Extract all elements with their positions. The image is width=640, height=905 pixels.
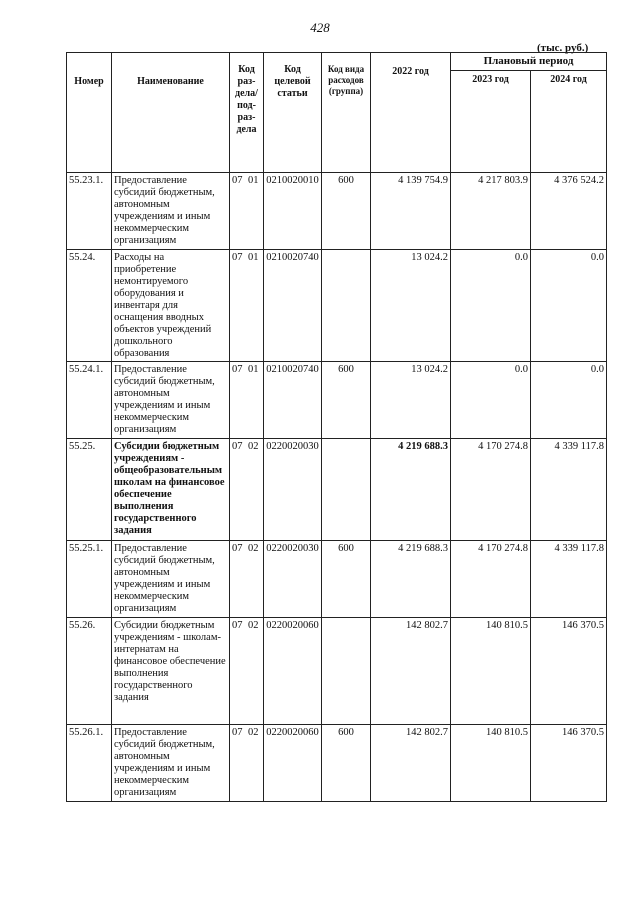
amount-2022: 142 802.7 [371, 618, 451, 725]
table-row [67, 250, 607, 362]
amount-2024: 146 370.5 [531, 725, 607, 802]
row-name: Субсидии бюджетным учреждениям - общеобразовательным школам на финансовое обеспечение выполнения государственного задания [112, 439, 230, 541]
header-target-code: Код целевой статьи [264, 53, 322, 173]
section-code: 07 02 [230, 541, 264, 618]
section-code: 07 01 [230, 362, 264, 439]
amount-2024: 0.0 [531, 362, 607, 439]
amount-2022: 4 139 754.9 [371, 173, 451, 250]
amount-2023: 4 170 274.8 [451, 541, 531, 618]
amount-2023: 4 170 274.8 [451, 439, 531, 541]
table-row [67, 541, 607, 618]
page-number: 428 [310, 20, 330, 35]
units-label: (тыс. руб.) [537, 42, 589, 54]
amount-2023: 0.0 [451, 250, 531, 362]
expense-type-code [322, 618, 371, 725]
header-2023: 2023 год [451, 71, 531, 173]
row-number: 55.26. [67, 618, 112, 725]
row-name: Субсидии бюджетным учреждениям - школам-интернатам на финансовое обеспечение выполнения государственного задания [112, 618, 230, 725]
header-2024: 2024 год [531, 71, 607, 173]
expense-type-code: 600 [322, 362, 371, 439]
target-code: 0210020740 [264, 250, 322, 362]
target-code: 0220020060 [264, 725, 322, 802]
expense-type-code [322, 439, 371, 541]
header-name: Наименование [112, 53, 230, 173]
amount-2024: 4 376 524.2 [531, 173, 607, 250]
amount-2024: 0.0 [531, 250, 607, 362]
target-code: 0210020010 [264, 173, 322, 250]
table-row [67, 362, 607, 439]
table-row [67, 725, 607, 802]
amount-2022: 4 219 688.3 [371, 541, 451, 618]
header-section-code: Код раз-дела/ под-раз-дела [230, 53, 264, 173]
row-number: 55.24. [67, 250, 112, 362]
table-row [67, 618, 607, 725]
amount-2024: 4 339 117.8 [531, 439, 607, 541]
amount-2023: 140 810.5 [451, 725, 531, 802]
section-code: 07 01 [230, 250, 264, 362]
row-name: Предоставление субсидий бюджетным, автономным учреждениям и иным некоммерческим организациям [112, 362, 230, 439]
row-number: 55.26.1. [67, 725, 112, 802]
amount-2022: 142 802.7 [371, 725, 451, 802]
amount-2022: 13 024.2 [371, 250, 451, 362]
row-name: Предоставление субсидий бюджетным, автономным учреждениям и иным некоммерческим организациям [112, 725, 230, 802]
row-number: 55.23.1. [67, 173, 112, 250]
target-code: 0220020030 [264, 439, 322, 541]
amount-2023: 0.0 [451, 362, 531, 439]
budget-table [66, 52, 607, 802]
expense-type-code: 600 [322, 541, 371, 618]
target-code: 0220020060 [264, 618, 322, 725]
row-name: Предоставление субсидий бюджетным, автономным учреждениям и иным некоммерческим организациям [112, 173, 230, 250]
section-code: 07 02 [230, 618, 264, 725]
section-code: 07 02 [230, 725, 264, 802]
row-name: Расходы на приобретение немонтируемого оборудования и инвентаря для оснащения вводных объектов учреждений дошкольного образования [112, 250, 230, 362]
row-number: 55.25.1. [67, 541, 112, 618]
header-plan-period: Плановый период [451, 53, 607, 71]
amount-2024: 146 370.5 [531, 618, 607, 725]
amount-2022: 4 219 688.3 [371, 439, 451, 541]
target-code: 0220020030 [264, 541, 322, 618]
row-number: 55.24.1. [67, 362, 112, 439]
header-expense-type: Код вида расходов (группа) [322, 53, 371, 173]
amount-2023: 4 217 803.9 [451, 173, 531, 250]
expense-type-code [322, 250, 371, 362]
expense-type-code: 600 [322, 725, 371, 802]
row-name: Предоставление субсидий бюджетным, автономным учреждениям и иным некоммерческим организациям [112, 541, 230, 618]
header-2022: 2022 год [371, 53, 451, 173]
amount-2023: 140 810.5 [451, 618, 531, 725]
target-code: 0210020740 [264, 362, 322, 439]
row-number: 55.25. [67, 439, 112, 541]
table-row [67, 173, 607, 250]
section-code: 07 01 [230, 173, 264, 250]
header-number: Номер [67, 53, 112, 173]
table-row [67, 439, 607, 541]
amount-2022: 13 024.2 [371, 362, 451, 439]
section-code: 07 02 [230, 439, 264, 541]
amount-2024: 4 339 117.8 [531, 541, 607, 618]
expense-type-code: 600 [322, 173, 371, 250]
